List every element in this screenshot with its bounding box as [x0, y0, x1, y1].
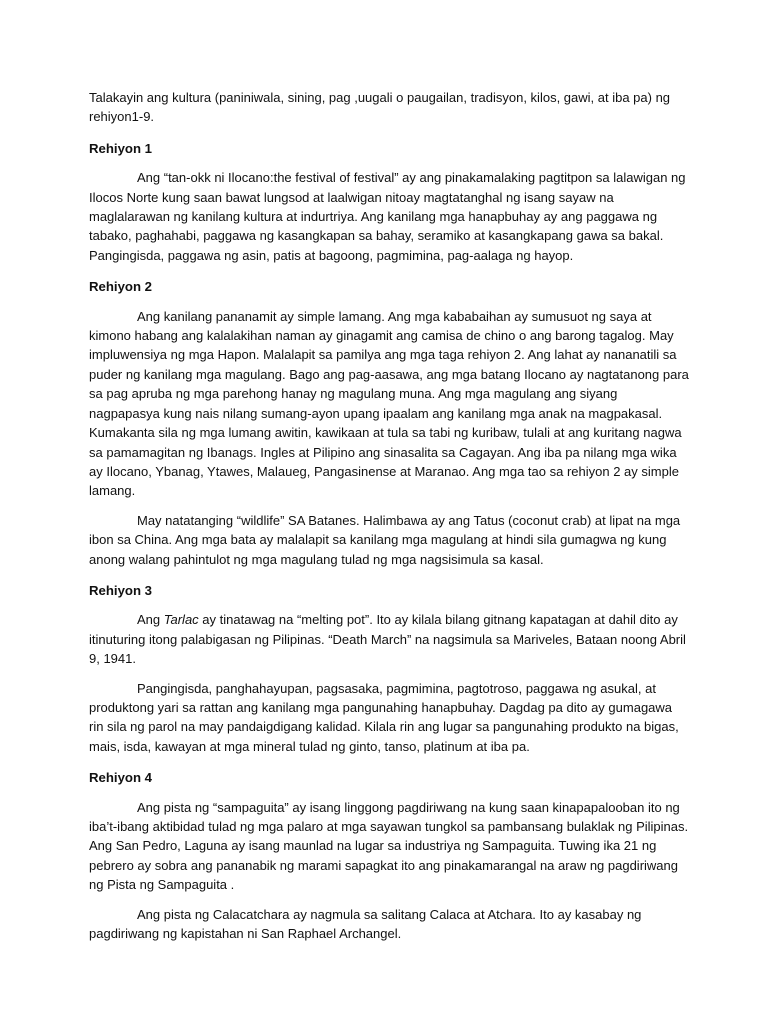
section-paragraph: Ang pista ng Calacatchara ay nagmula sa salitang Calaca at Atchara. Ito ay kasabay ng pagdiriwang ng kapistahan ni San Raphael Archangel.	[89, 906, 642, 942]
paragraph-text: ay tinatawag na “melting pot”. Ito ay kilala bilang gitnang kapatagan at dahil dito ay itinuturing itong palabigasan ng Pilipinas. “Death March” na nagsimula sa Mariveles, Bataan noong Abril 9, 1941.	[89, 612, 686, 667]
section-paragraph: Ang kanilang pananamit ay simple lamang. Ang mga kababaihan ay sumusuot ng saya at kimono habang ang kalalakihan naman ay ginagamit ang camisa de chino o ang barong tagalog. May impluwensiya ng mga Hapon. Malalapit sa pamilya ang mga taga rehiyon 2. Ang lahat ay nananatili sa puder ng kanilang mga magulang. Bago ang pag-aasawa, ang mga batang Ilocano ay nagtatanong para sa pag apruba ng mga parehong hanay ng magulang muna. Ang mga magulang ang siyang nagpapasya kung nais nilang sumang-ayon upang ipaalam ang kanilang mga anak na magpakasal. Kumakanta sila ng mga lumang awitin, kawikaan at tula sa tabi ng kuribaw, tulali at ang kuritang nagwa sa pamamagitan ng Ibanags. Ingles at Pilipino ang sinasalita sa Cagayan. Ang iba pa nilang mga wika ay Ilocano, Ybanag, Ytawes, Malaueg, Pangasinense at Maranao. Ang mga tao sa rehiyon 2 ay simple lamang.	[89, 308, 689, 499]
document-page	[89, 88, 689, 955]
section-paragraph	[89, 610, 689, 668]
paragraph-text: Ang	[137, 612, 164, 628]
italic-place-name: Tarlac	[163, 612, 199, 628]
section-paragraph: Pangingisda, panghahayupan, pagsasaka, pagmimina, pagtotroso, paggawa ng asukal, at produktong yari sa rattan ang kanilang mga pangunahing hanapbuhay. Dagdag pa dito ay gumagawa rin sila ng parol na may pandaigdigang kalidad. Kilala rin ang lugar sa pangunahing produkto na bigas, mais, isda, kawayan at mga mineral tulad ng ginto, tanso, platinum at iba pa.	[89, 680, 679, 754]
section-rehiyon-3	[89, 581, 689, 756]
section-rehiyon-1	[89, 139, 689, 265]
section-heading: Rehiyon 2	[89, 279, 153, 295]
section-heading: Rehiyon 4	[89, 770, 153, 786]
section-paragraph: May natatanging “wildlife” SA Batanes. Halimbawa ay ang Tatus (coconut crab) at lipat na mga ibon sa China. Ang mga bata ay malalapit sa kanilang mga magulang at hindi sila gumagwa ng kung anong walang pahintulot ng mga magulang tulad ng mga nagsisimula sa kasal.	[89, 512, 681, 567]
section-rehiyon-2	[89, 277, 689, 569]
section-paragraph: Ang pista ng “sampaguita” ay isang linggong pagdiriwang na kung saan kinapapalooban ito ng iba’t-ibang aktibidad tulad ng mga palaro at mga sayawan tungkol sa pambansang bulaklak ng Pilipinas. Ang San Pedro, Laguna ay isang maunlad na lugar sa industriya ng Sampaguita. Tuwing ika 21 ng pebrero ay sobra ang pananabik ng marami sapagkat ito ang pinakamarangal na araw ng pagdiriwang ng Pista ng Sampaguita .	[89, 799, 689, 893]
intro-paragraph: Talakayin ang kultura (paniniwala, sining, pag ,uugali o paugailan, tradisyon, kilos, gawi, at iba pa) ng rehiyon1-9.	[89, 90, 671, 125]
section-rehiyon-4	[89, 768, 689, 943]
section-heading: Rehiyon 1	[89, 140, 153, 156]
section-paragraph: Ang “tan-okk ni Ilocano:the festival of festival” ay ang pinakamalaking pagtitpon sa lalawigan ng Ilocos Norte kung saan bawat lungsod at laalwigan nitoay magtatanghal ng isang sayaw na maglalarawan ng kanilang kultura at indurtriya. Ang kanilang mga hanapbuhay ay ang paggawa ng tabako, paghahabi, paggawa ng kasangkapan sa bahay, seramiko at kasangkapang gawa sa bakal. Pangingisda, paggawa ng asin, patis at bagoong, pagmimina, pag-aalaga ng hayop.	[89, 170, 686, 263]
section-heading: Rehiyon 3	[89, 582, 153, 598]
